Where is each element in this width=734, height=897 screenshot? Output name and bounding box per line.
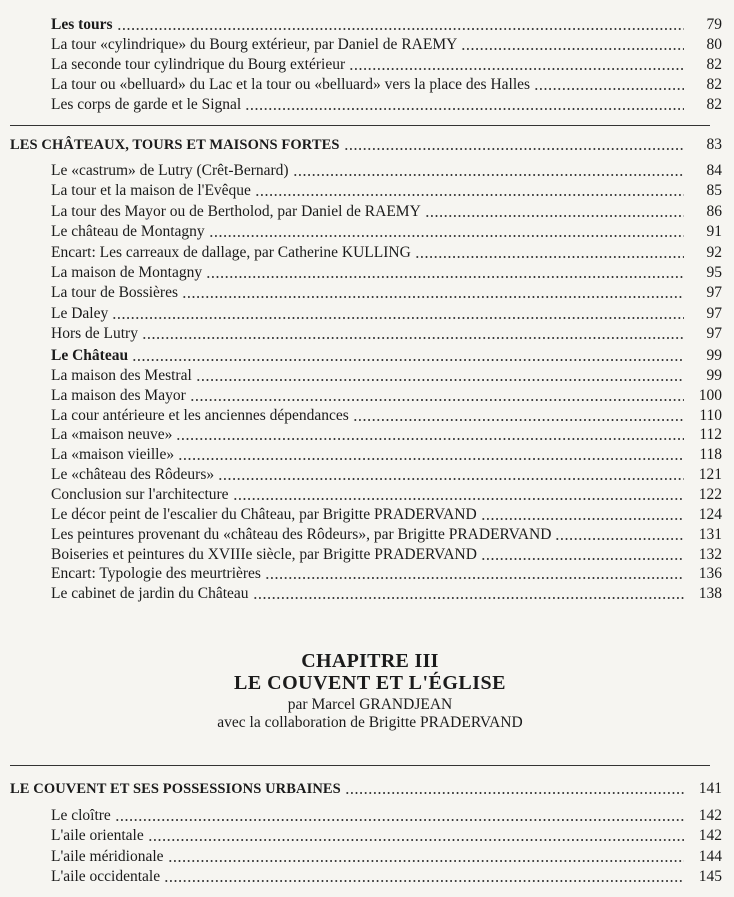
dot-leader <box>534 88 684 90</box>
entry-title: La tour et la maison de l'Evêque <box>51 182 251 200</box>
toc-entry <box>0 866 734 886</box>
page-number: 83 <box>706 136 722 153</box>
toc-entry <box>0 160 734 180</box>
entry-title: La maison des Mestral <box>51 366 192 384</box>
entry-title: Le château de Montagny <box>51 223 205 241</box>
entry-title: La «maison neuve» <box>51 426 173 444</box>
toc-entry <box>0 405 734 425</box>
dot-leader <box>218 478 684 480</box>
toc-entry <box>0 504 734 524</box>
entry-title: L'aile occidentale <box>51 867 161 885</box>
toc-entry <box>0 262 734 282</box>
toc-entry <box>0 524 734 544</box>
dot-leader <box>112 317 684 319</box>
entry-title: Encart: Typologie des meurtrières <box>51 565 261 583</box>
toc-entry <box>0 825 734 845</box>
page-number: 110 <box>699 406 722 424</box>
dot-leader <box>178 458 684 460</box>
page-number: 91 <box>706 223 722 241</box>
page-number: 124 <box>698 505 722 523</box>
dot-leader <box>415 256 684 258</box>
page-number: 122 <box>698 485 722 503</box>
toc-entry <box>0 221 734 241</box>
entry-title: Hors de Lutry <box>51 325 138 343</box>
toc-entry <box>0 365 734 385</box>
dot-leader <box>353 419 684 421</box>
page-number: 142 <box>698 807 722 824</box>
entry-title: Les tours <box>51 16 113 33</box>
entry-title: La seconde tour cylindrique du Bourg extérieur <box>51 55 346 73</box>
dot-leader <box>265 577 684 579</box>
page-number: 97 <box>706 304 722 322</box>
entry-title: L'aile orientale <box>51 827 144 845</box>
entry-title: La cour antérieure et les anciennes dépendances <box>51 406 349 424</box>
dot-leader <box>196 379 684 381</box>
dot-leader <box>481 558 684 560</box>
page-number: 118 <box>699 446 722 464</box>
page-number: 86 <box>706 202 722 220</box>
page-number: 112 <box>699 426 722 444</box>
page-number: 145 <box>698 867 722 885</box>
entry-title: La maison des Mayor <box>51 386 186 404</box>
toc-entry <box>0 563 734 583</box>
dot-leader <box>461 48 684 50</box>
entry-title: La «maison vieille» <box>51 446 175 464</box>
toc-entry <box>0 282 734 302</box>
dot-leader <box>132 359 684 361</box>
dot-leader <box>209 235 684 237</box>
entry-title: Le «castrum» de Lutry (Crêt-Bernard) <box>51 162 289 179</box>
toc-entry <box>0 385 734 405</box>
toc-entry <box>0 805 734 825</box>
entry-title: Le «château des Rôdeurs» <box>51 466 215 484</box>
dot-leader <box>555 538 684 540</box>
entry-title: La tour des Mayor ou de Bertholod, par Daniel de RAEMY <box>51 202 421 220</box>
section-rule <box>10 765 710 766</box>
chapter-title: LE COUVENT ET L'ÉGLISE <box>233 672 507 694</box>
page-number: 142 <box>698 827 722 845</box>
entry-title: LE COUVENT ET SES POSSESSIONS URBAINES <box>10 781 341 797</box>
page-number: 144 <box>698 847 722 865</box>
page-number: 141 <box>698 780 722 797</box>
toc-entry <box>0 464 734 484</box>
toc-entry <box>0 94 734 114</box>
entry-title: Les corps de garde et le Signal <box>51 95 242 113</box>
toc-entry <box>0 424 734 444</box>
dot-leader <box>182 296 684 298</box>
toc-entry <box>0 484 734 504</box>
page-number: 82 <box>706 75 722 93</box>
toc-entry <box>0 242 734 262</box>
page-number: 85 <box>706 182 722 200</box>
dot-leader <box>142 337 684 339</box>
dot-leader <box>164 880 684 882</box>
page-number: 84 <box>706 162 722 179</box>
page-number: 100 <box>698 386 722 404</box>
toc-entry <box>0 544 734 564</box>
dot-leader <box>425 215 684 217</box>
entry-title: Le décor peint de l'escalier du Château, par Brigitte PRADERVAND <box>51 505 477 523</box>
page-number: 99 <box>706 347 722 364</box>
page-number: 82 <box>706 55 722 73</box>
entry-title: Les peintures provenant du «château des Rôdeurs», par Brigitte PRADERVAND <box>51 525 552 543</box>
toc-entry <box>0 303 734 323</box>
page-number: 95 <box>706 264 722 281</box>
entry-title: Encart: Les carreaux de dallage, par Catherine KULLING <box>51 243 411 261</box>
dot-leader <box>117 28 684 30</box>
dot-leader <box>148 839 684 841</box>
chapter-heading <box>110 650 630 732</box>
dot-leader <box>233 498 684 500</box>
entry-title: Le Château <box>51 347 129 364</box>
entry-title: L'aile méridionale <box>51 847 164 865</box>
page-number: 138 <box>698 585 722 603</box>
page-number: 82 <box>706 95 722 113</box>
dot-leader <box>168 860 684 862</box>
entry-title: LES CHÂTEAUX, TOURS ET MAISONS FORTES <box>10 137 340 153</box>
toc-entry <box>0 74 734 94</box>
section-heading <box>0 134 734 154</box>
dot-leader <box>176 438 684 440</box>
section-heading <box>0 778 734 798</box>
page-number: 92 <box>706 243 722 261</box>
dot-leader <box>345 792 684 794</box>
toc-entry <box>0 323 734 343</box>
page-number: 121 <box>698 466 722 484</box>
section-rule <box>10 125 710 126</box>
toc-entry <box>0 34 734 54</box>
page-number: 99 <box>706 366 722 384</box>
toc-entry <box>0 846 734 866</box>
entry-title: La tour «cylindrique» du Bourg extérieur, par Daniel de RAEMY <box>51 35 458 53</box>
page-number: 80 <box>706 35 722 53</box>
chapter-author: par Marcel GRANDJEAN <box>287 696 453 713</box>
chapter-collaboration: avec la collaboration de Brigitte PRADERVAND <box>217 714 523 731</box>
toc-entry <box>0 583 734 603</box>
page-number: 136 <box>698 565 722 583</box>
toc-entry <box>0 180 734 200</box>
dot-leader <box>206 276 684 278</box>
page-number: 132 <box>698 545 722 563</box>
dot-leader <box>255 194 684 196</box>
dot-leader <box>481 518 684 520</box>
entry-title: La maison de Montagny <box>51 264 203 281</box>
page-number: 79 <box>706 16 722 33</box>
entry-title: Conclusion sur l'architecture <box>51 485 229 503</box>
chapter-number: CHAPITRE III <box>301 650 439 672</box>
toc-entry <box>0 54 734 74</box>
subsection-heading <box>0 345 734 365</box>
entry-title: Boiseries et peintures du XVIIIe siècle, par Brigitte PRADERVAND <box>51 545 477 563</box>
page-number: 131 <box>698 525 722 543</box>
dot-leader <box>344 148 684 150</box>
page-number: 97 <box>706 325 722 343</box>
dot-leader <box>245 108 684 110</box>
entry-title: La tour de Bossières <box>51 284 178 302</box>
entry-title: Le cabinet de jardin du Château <box>51 585 249 603</box>
dot-leader <box>293 174 684 176</box>
dot-leader <box>349 68 684 70</box>
entry-title: La tour ou «belluard» du Lac et la tour ou «belluard» vers la place des Halles <box>51 75 531 93</box>
dot-leader <box>190 399 684 401</box>
page-number: 97 <box>706 284 722 302</box>
entry-title: Le cloître <box>51 807 111 824</box>
dot-leader <box>253 597 684 599</box>
subsection-heading <box>0 14 734 34</box>
entry-title: Le Daley <box>51 304 109 322</box>
toc-entry <box>0 201 734 221</box>
dot-leader <box>115 819 684 821</box>
toc-entry <box>0 444 734 464</box>
